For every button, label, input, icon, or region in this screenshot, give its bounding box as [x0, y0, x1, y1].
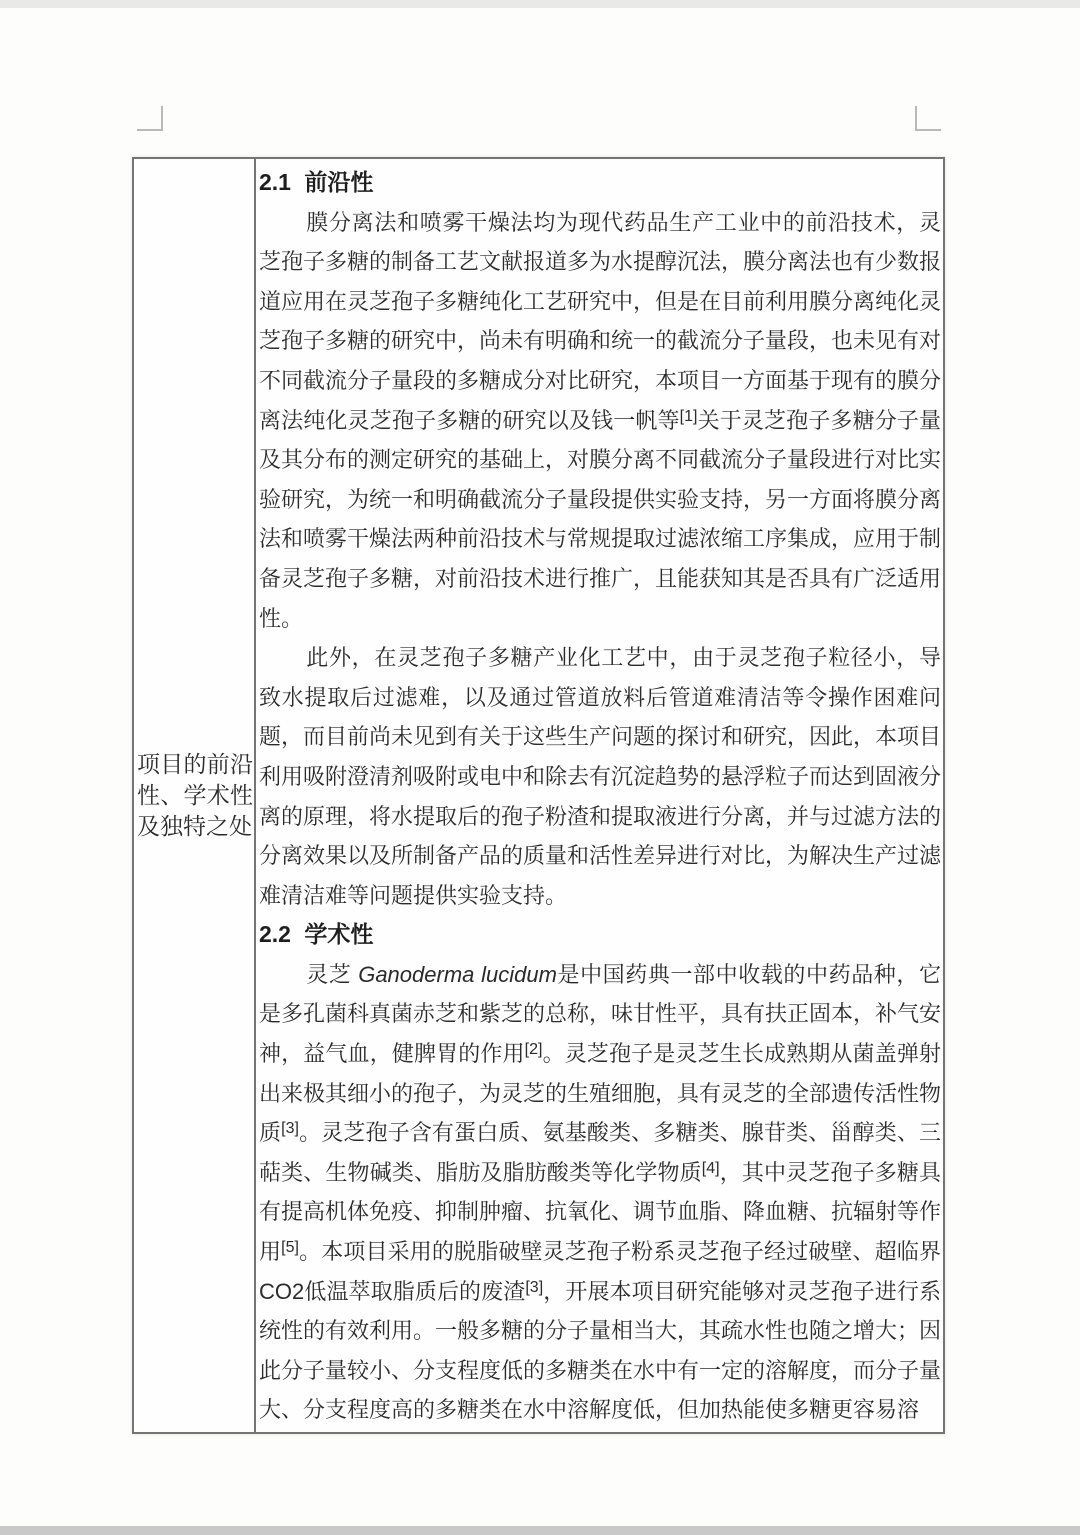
paragraph	[259, 638, 941, 915]
citation-superscript: [1]	[679, 407, 698, 425]
text-run: 关于灵芝孢子多糖分子量及其分布的测定研究的基础上，对膜分离不同截流分子量段进行对比实验研究，为统一和明确截流分子量段提供实验支持，另一方面将膜分离法和喷雾干燥法两种前沿技术与常规提取过滤浓缩工序集成，应用于制备灵芝孢子多糖，对前沿技术进行推广，且能获知其是否具有广泛适用性。	[259, 407, 942, 631]
text-run: 是中国药典一部中收载的中药品种，它是多孔菌科真菌赤芝和紫芝的总称，味甘性平，具有扶正固本，补气安神，益气血，健脾胃的作用	[259, 961, 942, 1067]
text-run: ，开展本项目研究能够对灵芝孢子进行系统性的有效利用。一般多糖的分子量相当大，其疏水性也随之增大；因此分子量较小、分支程度低的多糖类在水中有一定的溶解度，而分子量大、分支程度高的多糖类在水中溶解度低，但加热能使多糖更容易溶	[259, 1278, 942, 1423]
species-name-italic: Ganoderma lucidum	[358, 961, 557, 987]
text-run: 灵芝	[306, 961, 359, 987]
citation-superscript: [4]	[701, 1159, 720, 1177]
text-run: 。灵芝孢子含有蛋白质、氨基酸类、多糖类、腺苷类、甾醇类、三萜类、生物碱类、脂肪及脂肪酸类等化学物质	[259, 1120, 941, 1185]
text-run: 。灵芝孢子是灵芝生长成熟期从菌盖弹射出来极其细小的孢子，为灵芝的生殖细胞，具有灵芝的全部遗传活性物质	[259, 1041, 942, 1146]
photo-bottom-edge	[0, 1526, 1080, 1535]
row-label: 项目的前沿性、学术性及独特之处	[137, 751, 253, 839]
paragraph	[259, 203, 941, 639]
paragraph	[259, 955, 941, 1430]
text-run: 膜分离法和喷雾干燥法均为现代药品生产工业中的前沿技术，灵芝孢子多糖的制备工艺文献报道多为水提醇沉法，膜分离法也有少数报道应用在灵芝孢子多糖纯化工艺研究中，但是在目前利用膜分离纯化灵芝孢子多糖的研究中，尚未有明确和统一的截流分子量段，也未见有对不同截流分子量段的多糖成分对比研究，本项目一方面基于现有的膜分离法纯化灵芝孢子多糖的研究以及钱一帆等	[259, 209, 942, 433]
form-table	[132, 157, 945, 1434]
photo-top-edge	[0, 0, 1080, 8]
content-cell	[256, 159, 943, 1432]
margin-corner-mark-top-right	[915, 106, 941, 131]
citation-superscript: [3]	[281, 1120, 299, 1138]
section-heading: 2.2 学术性	[259, 921, 374, 948]
margin-corner-mark-top-left	[137, 106, 163, 131]
text-run: 。本项目采用的脱脂破壁灵芝孢子粉系灵芝孢子经过破壁、超临界CO2低温萃取脂质后的废渣	[259, 1239, 941, 1304]
citation-superscript: [3]	[525, 1278, 544, 1296]
citation-superscript: [5]	[281, 1239, 299, 1257]
text-run: 此外，在灵芝孢子多糖产业化工艺中，由于灵芝孢子粒径小，导致水提取后过滤难，以及通过管道放料后管道难清洁等令操作困难问题，而目前尚未见到有关于这些生产问题的探讨和研究，因此，本项目利用吸附澄清剂吸附或电中和除去有沉淀趋势的悬浮粒子而达到固液分离的原理，将水提取后的孢子粉渣和提取液进行分离，并与过滤方法的分离效果以及所制备产品的质量和活性差异进行对比，为解决生产过滤难清洁难等问题提供实验支持。	[259, 645, 942, 908]
section-heading: 2.1 前沿性	[259, 169, 374, 195]
citation-superscript: [2]	[524, 1041, 543, 1059]
text-run: ，其中灵芝孢子多糖具有提高机体免疫、抑制肿瘤、抗氧化、调节血脂、降血糖、抗辐射等作用	[259, 1159, 942, 1265]
row-label-cell	[134, 159, 256, 1432]
